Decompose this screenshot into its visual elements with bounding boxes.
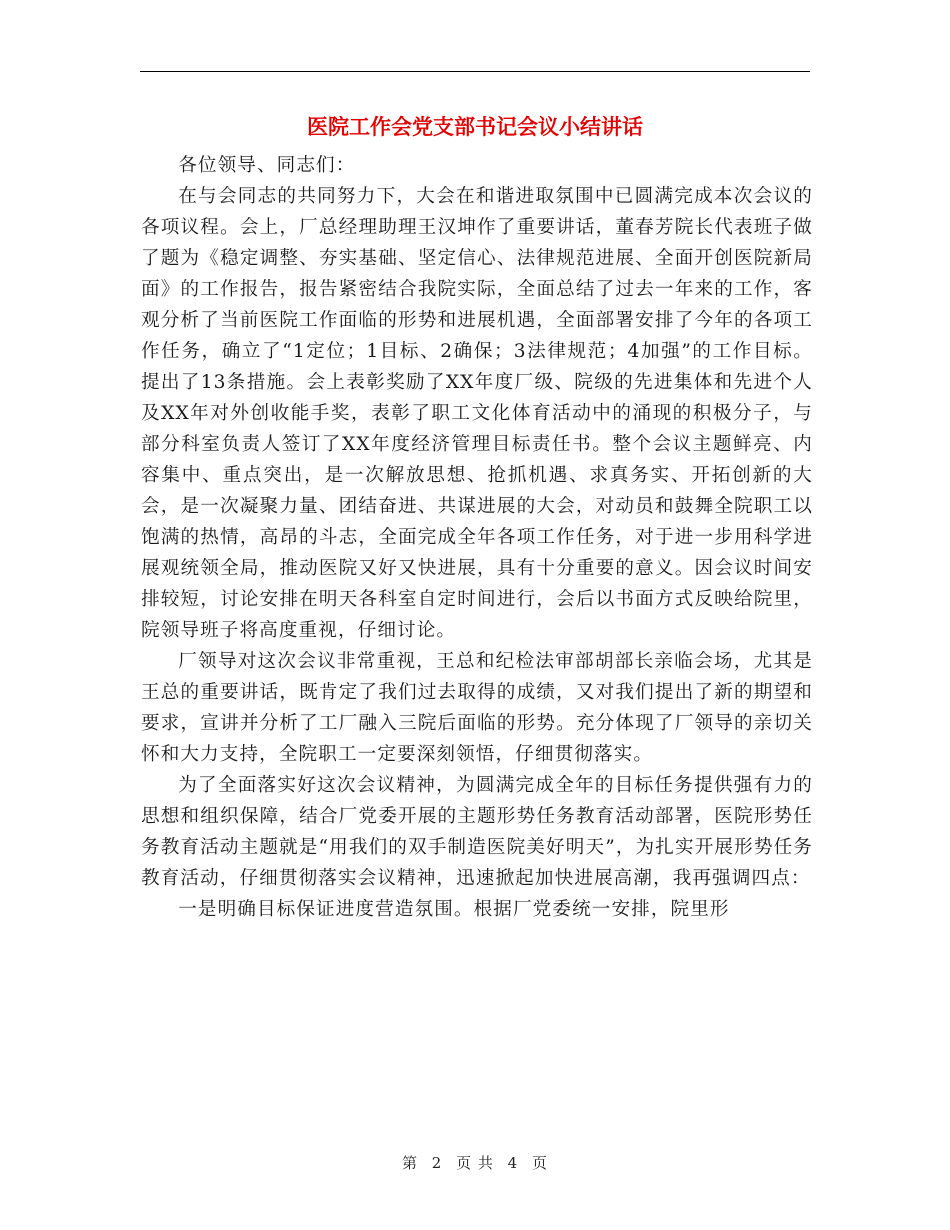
paragraph-leadership: 厂领导对这次会议非常重视，王总和纪检法审部胡部长亲临会场，尤其是王总的重要讲话，既肯定了我们过去取得的成绩，又对我们提出了新的期望和要求，宣讲并分析了工厂融入三院后面临的形势。充分体现了厂领导的亲切关怀和大力支持，全院职工一定要深刻领悟，仔细贯彻落实。: [141, 651, 813, 765]
header-rule: [140, 71, 810, 72]
paragraph-meeting-summary: 在与会同志的共同努力下，大会在和谐进取氛围中已圆满完成本次会议的各项议程。会上，厂总经理助理王汉坤作了重要讲话，董春芳院长代表班子做了题为《稳定调整、夯实基础、坚定信心、法律规范进展、全面开创医院新局面》的工作报告，报告紧密结合我院实际，全面总结了过去一年来的工作，客观分析了当前医院工作面临的形势和进展机遇，全面部署安排了今年的各项工作任务，确立了“1定位；1目标、2确保；3法律规范；4加强”的工作目标。提出了13条措施。会上表彰奖励了XX年度厂级、院级的先进集体和先进个人及XX年对外创收能手奖，表彰了职工文化体育活动中的涌现的积极分子，与部分科室负责人签订了XX年度经济管理目标责任书。整个会议主题鲜亮、内容集中、重点突出，是一次解放思想、抢抓机遇、求真务实、开拓创新的大会，是一次凝聚力量、团结奋进、共谋进展的大会，对动员和鼓舞全院职工以饱满的热情，高昂的斗志，全面完成全年各项工作任务，对于进一步用科学进展观统领全局，推动医院又好又快进展，具有十分重要的意义。因会议时间安排较短，讨论安排在明天各科室自定时间进行，会后以书面方式反映给院里，院领导班子将高度重视，仔细讨论。: [141, 186, 813, 641]
footer-suffix: 页: [532, 1154, 549, 1172]
paragraph-salutation: 各位领导、同志们：: [178, 155, 356, 176]
footer-page-total: 4: [507, 1154, 519, 1172]
footer-page-current: 2: [431, 1154, 443, 1172]
footer-prefix: 第: [401, 1154, 418, 1172]
document-title: 医院工作会党支部书记会议小结讲话: [307, 114, 643, 139]
footer-mid: 页 共: [456, 1154, 494, 1172]
paragraph-point-one: 一是明确目标保证进度营造氛围。根据厂党委统一安排，院里形: [178, 899, 730, 920]
document-body: [141, 150, 813, 925]
paragraph-implementation: 为了全面落实好这次会议精神，为圆满完成全年的目标任务提供强有力的思想和组织保障，结合厂党委开展的主题形势任务教育活动部署，医院形势任务教育活动主题就是“用我们的双手制造医院美好明天”，为扎实开展形势任务教育活动，仔细贯彻落实会议精神，迅速掀起加快进展高潮，我再强调四点：: [141, 775, 813, 889]
page-footer: [0, 1152, 950, 1173]
